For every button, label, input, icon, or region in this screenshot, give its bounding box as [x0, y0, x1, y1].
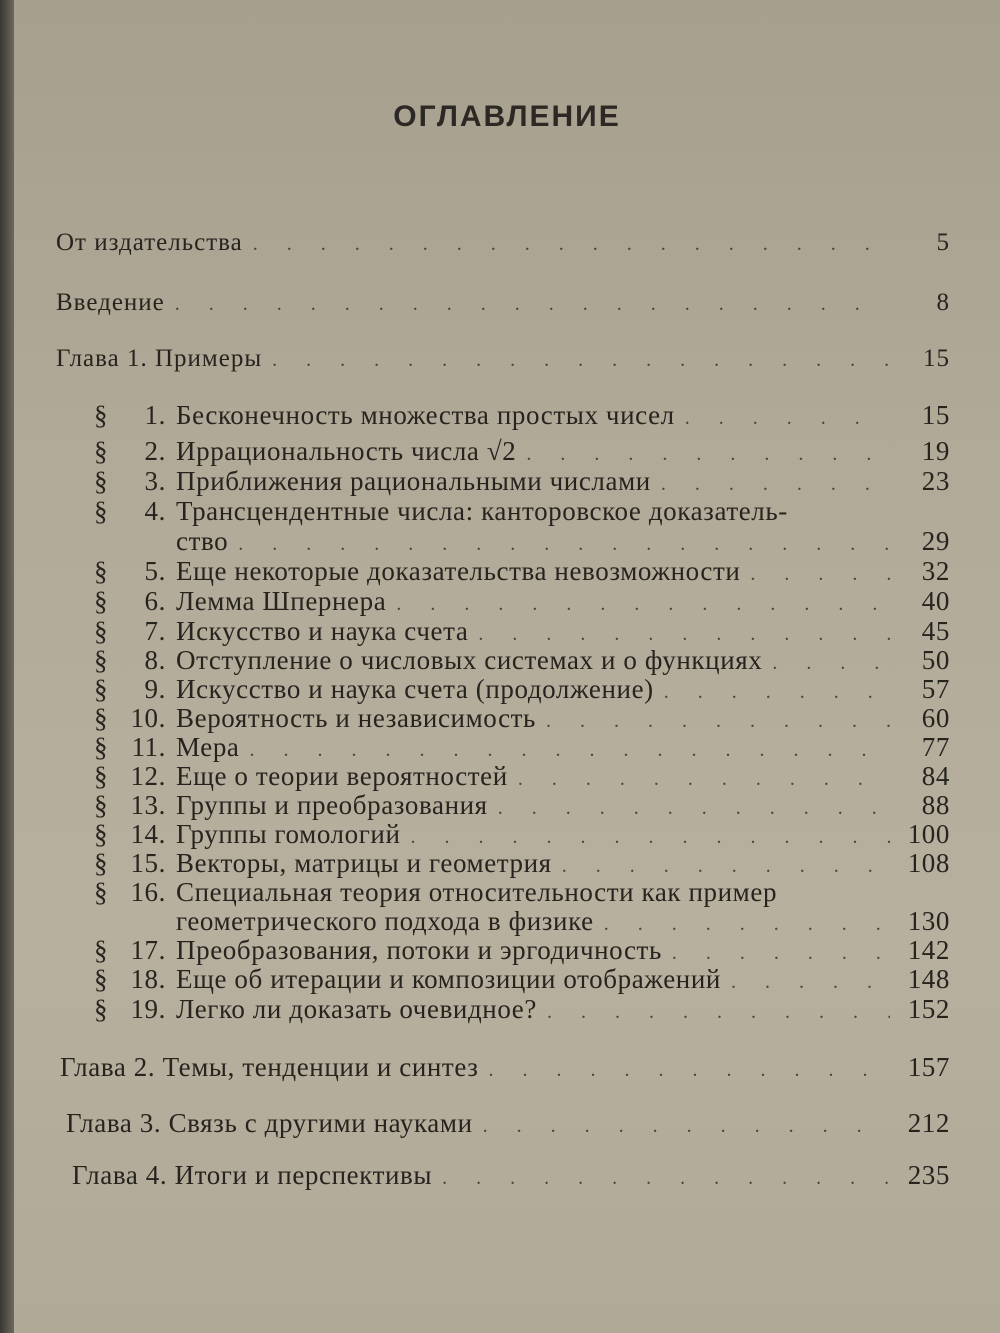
chapter-page: 235	[907, 1160, 950, 1190]
section-entry	[94, 436, 950, 469]
leader-dots	[253, 229, 890, 259]
section-number: 1.	[144, 400, 166, 430]
section-page: 84	[921, 761, 950, 791]
section-page: 108	[907, 848, 950, 878]
section-text: Искусство и наука счета (продолжение)	[176, 674, 654, 704]
section-number: 16.	[130, 877, 166, 907]
leader-dots	[731, 967, 890, 997]
section-text: Еще об итерации и композиции отображений	[176, 964, 721, 994]
section-page: 15	[921, 400, 950, 430]
chapter-entry	[66, 1108, 950, 1141]
section-number: 8.	[144, 645, 166, 675]
section-text: Иррациональность числа √2	[176, 436, 517, 466]
section-entry	[94, 556, 950, 589]
entry-page: 8	[936, 289, 950, 316]
section-text-continuation: геометрического подхода в физике	[176, 906, 594, 936]
toc-entry	[56, 288, 950, 319]
toc-entry	[56, 228, 950, 259]
section-number: 11.	[131, 732, 166, 762]
section-page: 148	[907, 964, 950, 994]
section-entry	[94, 994, 950, 1027]
section-sign: §	[94, 586, 109, 616]
section-sign: §	[94, 790, 109, 820]
section-text: Легко ли доказать очевидное?	[176, 994, 537, 1024]
leader-dots	[175, 289, 890, 319]
chapter-text: Глава 3. Связь с другими науками	[66, 1108, 473, 1138]
section-text: Группы гомологий	[176, 819, 401, 849]
section-page: 77	[921, 732, 950, 762]
section-entry	[94, 466, 950, 499]
section-page: 32	[921, 556, 950, 586]
section-sign: §	[94, 732, 109, 762]
section-sign: §	[94, 994, 109, 1024]
section-entry	[94, 964, 950, 997]
section-text: Еще о теории вероятностей	[176, 761, 508, 791]
chapter-entry	[72, 1160, 950, 1193]
leader-dots	[661, 469, 890, 499]
chapter-text: Глава 2. Темы, тенденции и синтез	[60, 1052, 479, 1082]
section-page: 152	[907, 994, 950, 1024]
page-title: ОГЛАВЛЕНИЕ	[393, 100, 621, 133]
entry-page: 5	[936, 229, 950, 256]
section-sign: §	[94, 496, 109, 526]
section-text: Векторы, матрицы и геометрия	[176, 848, 552, 878]
entry-text: Глава 1. Примеры	[56, 345, 263, 372]
section-number: 5.	[144, 556, 166, 586]
section-number: 9.	[144, 674, 166, 704]
section-text: Группы и преобразования	[176, 790, 488, 820]
section-text: Вероятность и независимость	[176, 703, 536, 733]
section-sign: §	[94, 436, 109, 466]
section-text: Приближения рациональными числами	[176, 466, 651, 496]
section-page: 40	[921, 586, 950, 616]
section-number: 4.	[144, 496, 166, 526]
leader-dots	[238, 529, 890, 559]
section-number: 10.	[130, 703, 166, 733]
section-sign: §	[94, 400, 109, 430]
section-entry	[94, 496, 950, 526]
section-page: 100	[907, 819, 950, 849]
section-number: 6.	[144, 586, 166, 616]
section-sign: §	[94, 703, 109, 733]
section-page: 57	[921, 674, 950, 704]
section-sign: §	[94, 848, 109, 878]
section-text: Мера	[176, 732, 240, 762]
section-number: 15.	[130, 848, 166, 878]
book-spine-shadow	[0, 0, 14, 1333]
book-page	[14, 0, 1000, 1333]
section-sign: §	[94, 819, 109, 849]
section-number: 13.	[130, 790, 166, 820]
section-sign: §	[94, 761, 109, 791]
section-sign: §	[94, 877, 109, 907]
section-sign: §	[94, 964, 109, 994]
leader-dots	[547, 997, 890, 1027]
leader-dots	[272, 345, 890, 375]
leader-dots	[483, 1111, 890, 1141]
section-number: 17.	[130, 935, 166, 965]
section-sign: §	[94, 935, 109, 965]
section-sign: §	[94, 556, 109, 586]
chapter-page: 157	[907, 1052, 950, 1082]
section-page: 23	[921, 466, 950, 496]
section-number: 14.	[130, 819, 166, 849]
section-sign: §	[94, 645, 109, 675]
section-text-continuation: ство	[176, 526, 229, 556]
section-text: Еще некоторые доказательства невозможности	[176, 556, 741, 586]
section-page: 60	[921, 703, 950, 733]
section-number: 19.	[130, 994, 166, 1024]
chapter-entry	[60, 1052, 950, 1085]
section-text: Бесконечность множества простых чисел	[176, 400, 675, 430]
toc-entry	[56, 344, 950, 375]
leader-dots	[685, 403, 890, 433]
leader-dots	[526, 439, 890, 469]
section-number: 2.	[144, 436, 166, 466]
section-sign: §	[94, 466, 109, 496]
section-page: 142	[907, 935, 950, 965]
chapter-page: 212	[907, 1108, 950, 1138]
leader-dots	[489, 1055, 891, 1085]
section-sign: §	[94, 616, 109, 646]
entry-text: Введение	[56, 289, 165, 316]
section-text: Лемма Шпернера	[176, 586, 387, 616]
section-page: 50	[921, 645, 950, 675]
section-number: 12.	[130, 761, 166, 791]
leader-dots	[750, 559, 890, 589]
section-number: 7.	[144, 616, 166, 646]
section-sign: §	[94, 674, 109, 704]
section-page: 130	[907, 906, 950, 936]
leader-dots	[396, 589, 890, 619]
section-text: Преобразования, потоки и эргодичность	[176, 935, 662, 965]
leader-dots	[442, 1163, 890, 1193]
section-entry	[94, 586, 950, 619]
section-number: 18.	[130, 964, 166, 994]
section-page: 45	[921, 616, 950, 646]
section-text: Искусство и наука счета	[176, 616, 469, 646]
section-continuation	[176, 526, 950, 559]
entry-text: От издательства	[56, 229, 243, 256]
section-page: 19	[921, 436, 950, 466]
section-page: 88	[921, 790, 950, 820]
section-page: 29	[921, 526, 950, 556]
section-number: 3.	[144, 466, 166, 496]
section-entry	[94, 877, 950, 907]
section-entry	[94, 400, 950, 433]
section-text: Отступление о числовых системах и о функциях	[176, 645, 763, 675]
entry-page: 15	[923, 345, 950, 372]
section-text: Трансцендентные числа: канторовское доказатель-	[176, 496, 788, 526]
chapter-text: Глава 4. Итоги и перспективы	[72, 1160, 433, 1190]
section-text: Специальная теория относительности как пример	[176, 877, 778, 907]
